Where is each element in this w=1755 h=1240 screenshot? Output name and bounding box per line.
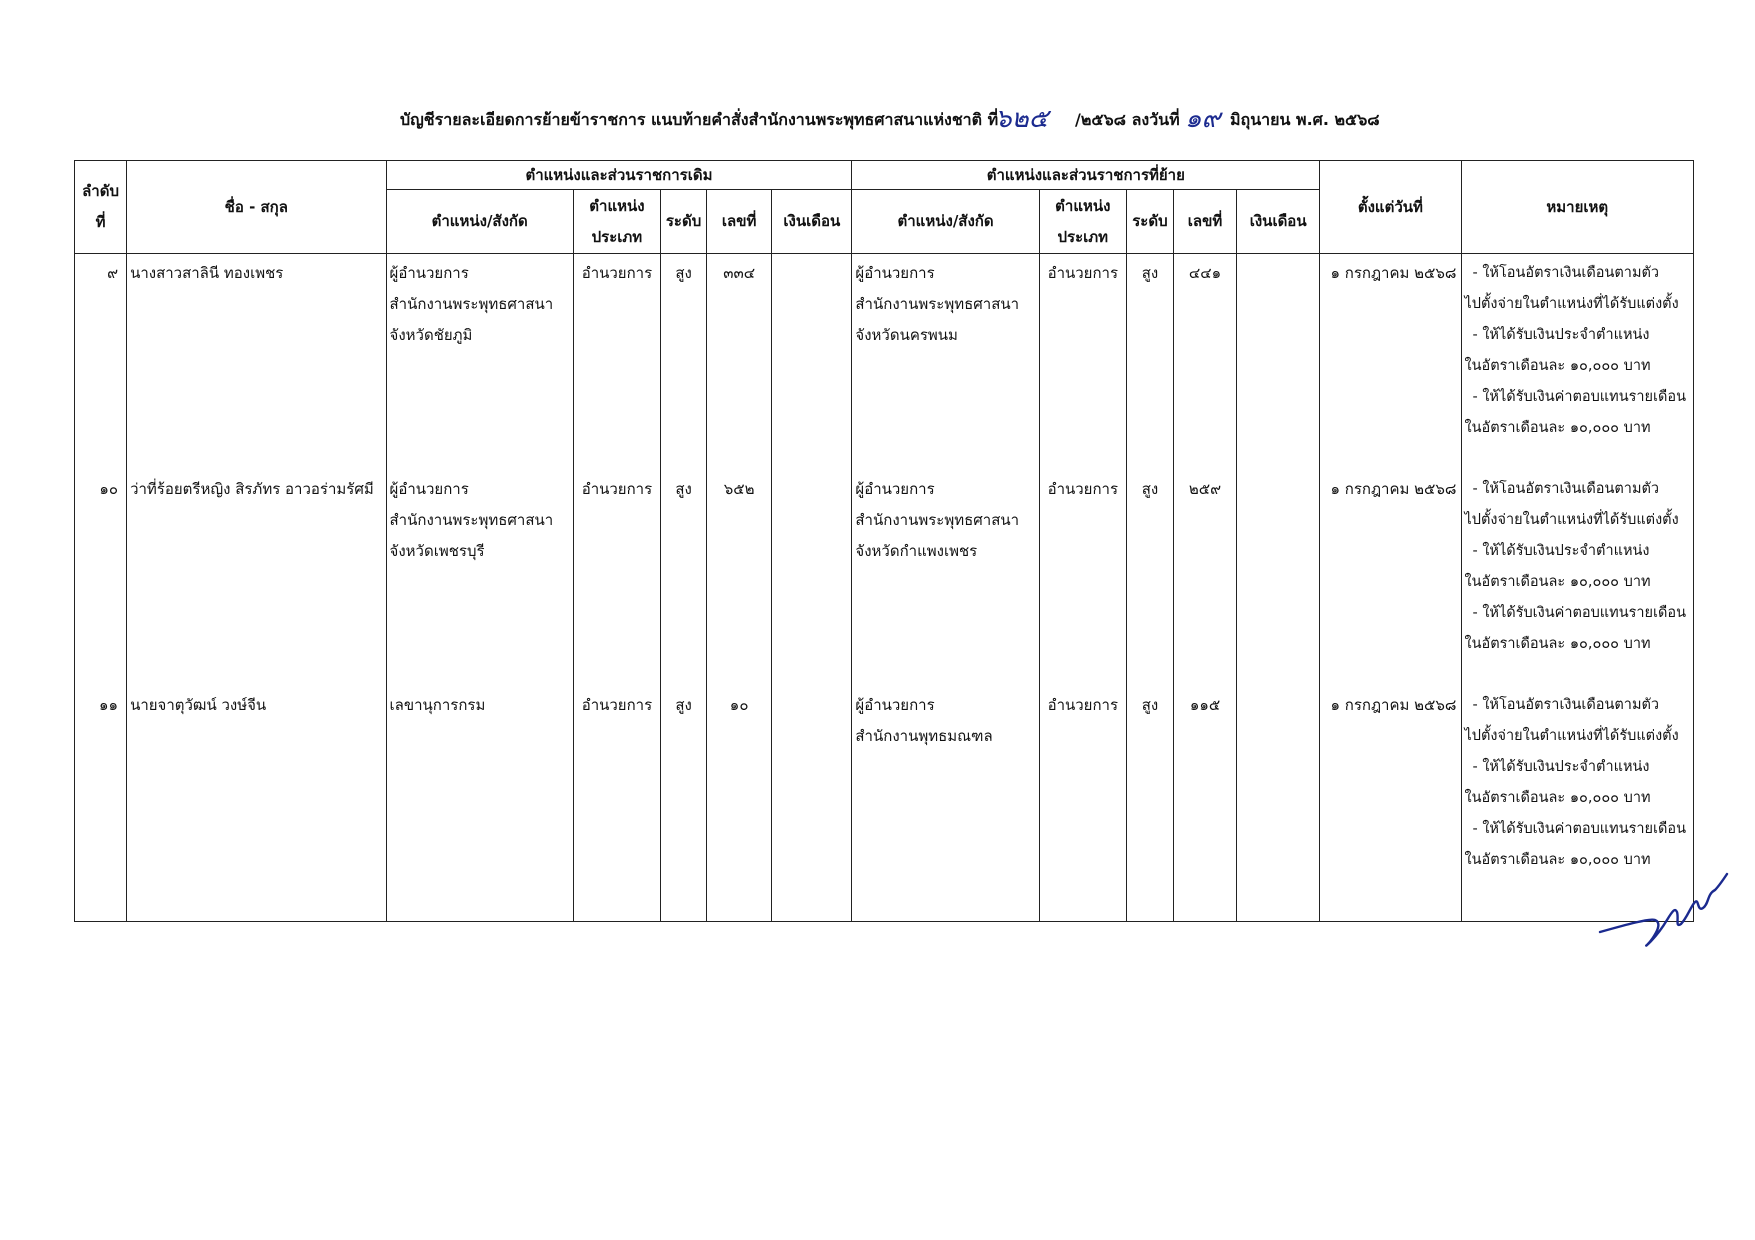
new-position-line: ผู้อำนวยการ [855,695,935,714]
header-no [75,161,127,254]
header-group-new: ตำแหน่งและส่วนราชการที่ย้าย [852,161,1320,190]
remark-line: ในอัตราเดือนละ ๑๐,๐๐๐ บาท [1464,358,1651,374]
transfer-table [74,160,1694,922]
row-name-cell [127,254,386,470]
old-type: อำนวยการ [581,479,653,498]
new-number: ๒๕๙ [1188,479,1222,498]
effective-date: ๑ กรกฎาคม ๒๕๖๘ [1330,695,1457,714]
old-salary [772,686,851,690]
row-remarks-cell [1461,254,1694,470]
header-new-type-line1: ตำแหน่ง [1055,196,1111,215]
row-remarks-cell [1461,470,1694,686]
order-number-handwritten: ๖๒๕ [995,104,1049,134]
row-no: ๑๐ [99,479,119,498]
row-new-salary-cell [1237,686,1320,922]
row-no-cell [75,254,127,470]
header-old-salary: เงินเดือน [772,190,852,254]
header-effective-date: ตั้งแต่วันที่ [1320,161,1461,254]
remark-line: - ให้ได้รับเงินประจำตำแหน่ง [1472,542,1650,559]
table-row [75,254,1694,470]
header-old-level: ระดับ [661,190,707,254]
row-old-level-cell [661,686,707,922]
row-new-number-cell [1173,470,1236,686]
new-level: สูง [1141,264,1159,282]
row-effective-cell [1320,686,1461,922]
row-name-cell [127,470,386,686]
old-position-line: จังหวัดเพชรบุรี [389,541,485,560]
old-position-line: สำนักงานพระพุทธศาสนา [389,295,554,313]
remark-line: - ให้ได้รับเงินประจำตำแหน่ง [1472,758,1650,775]
header-old-type-line2: ประเภท [591,227,643,246]
new-level: สูง [1141,479,1159,498]
header-new-type-line2: ประเภท [1057,227,1109,246]
row-new-type-cell [1039,254,1126,470]
remark-line: - ให้ได้รับเงินค่าตอบแทนรายเดือน [1472,820,1687,837]
row-old-type-cell [573,254,660,470]
signature-stroke [1600,874,1727,946]
old-position-line: สำนักงานพระพุทธศาสนา [389,510,554,529]
remark-line: ไปตั้งจ่ายในตำแหน่งที่ได้รับแต่งตั้ง [1464,511,1679,528]
old-level: สูง [675,264,692,282]
new-number: ๔๔๑ [1188,264,1222,282]
row-new-salary-cell [1237,470,1320,686]
effective-date: ๑ กรกฎาคม ๒๕๖๘ [1330,479,1457,498]
remark-line: - ให้โอนอัตราเงินเดือนตามตัว [1472,265,1660,281]
new-position-line: ผู้อำนวยการ [855,264,935,282]
remark-line: ไปตั้งจ่ายในตำแหน่งที่ได้รับแต่งตั้ง [1464,727,1679,744]
document-title [0,98,1755,138]
row-name: ว่าที่ร้อยตรีหญิง สิรภัทร อาวอร่ามรัศมี [130,479,374,498]
remark-line: ในอัตราเดือนละ ๑๐,๐๐๐ บาท [1464,635,1651,652]
new-position-line: สำนักงานพระพุทธศาสนา [855,510,1020,529]
new-level: สูง [1141,695,1159,714]
row-new-position-cell [852,254,1039,470]
row-new-level-cell [1126,254,1173,470]
row-new-position-cell [852,686,1039,922]
old-position-line: เลขานุการกรม [389,695,486,714]
row-old-number-cell [707,470,772,686]
new-position-line: จังหวัดกำแพงเพชร [855,541,978,560]
new-position-line: สำนักงานพระพุทธศาสนา [855,295,1020,313]
row-no-cell [75,470,127,686]
new-type: อำนวยการ [1047,479,1119,498]
row-old-type-cell [573,470,660,686]
old-position-line: ผู้อำนวยการ [389,479,469,498]
new-number: ๑๑๕ [1189,695,1221,714]
row-old-type-cell [573,686,660,922]
header-new-level: ระดับ [1126,190,1173,254]
remark-line: ไปตั้งจ่ายในตำแหน่งที่ได้รับแต่งตั้ง [1464,296,1679,312]
row-old-level-cell [661,470,707,686]
remark-line: - ให้ได้รับเงินค่าตอบแทนรายเดือน [1472,389,1687,405]
old-level: สูง [675,695,692,714]
new-type: อำนวยการ [1047,264,1119,282]
old-level: สูง [675,479,692,498]
row-no: ๑๑ [99,695,119,714]
header-old-position: ตำแหน่ง/สังกัด [386,190,573,254]
new-position-line: ผู้อำนวยการ [855,479,935,498]
row-new-number-cell [1173,254,1236,470]
new-position-line: สำนักงานพุทธมณฑล [855,726,993,745]
header-new-type [1039,190,1126,254]
row-new-position-cell [852,470,1039,686]
old-salary [772,470,851,474]
row-old-number-cell [707,254,772,470]
old-number: ๑๐ [729,695,749,714]
row-effective-cell [1320,470,1461,686]
header-new-number: เลขที่ [1173,190,1236,254]
title-prefix: บัญชีรายละเอียดการย้ายข้าราชการ แนบท้ายคำสั่งสำนักงานพระพุทธศาสนาแห่งชาติ ที่ [400,110,999,129]
row-old-salary-cell [772,470,852,686]
header-new-salary: เงินเดือน [1237,190,1320,254]
old-position-line: ผู้อำนวยการ [389,264,469,282]
old-type: อำนวยการ [581,264,653,282]
row-new-salary-cell [1237,254,1320,470]
new-salary [1237,254,1319,258]
row-name: นายจาตุวัฒน์ วงษ์จีน [130,695,267,714]
table-row [75,470,1694,686]
title-suffix: มิถุนายน พ.ศ. ๒๕๖๘ [1230,110,1380,129]
header-remarks: หมายเหตุ [1461,161,1694,254]
new-salary [1237,470,1319,474]
day-handwritten: ๑๙ [1185,104,1221,134]
effective-date: ๑ กรกฎาคม ๒๕๖๘ [1330,264,1457,282]
old-number: ๖๕๒ [723,479,755,498]
row-old-number-cell [707,686,772,922]
row-old-salary-cell [772,254,852,470]
header-new-position: ตำแหน่ง/สังกัด [852,190,1039,254]
remark-line: ในอัตราเดือนละ ๑๐,๐๐๐ บาท [1464,573,1651,590]
header-no-line1: ลำดับ [82,182,119,200]
row-new-number-cell [1173,686,1236,922]
header-old-number: เลขที่ [707,190,772,254]
new-position-line: จังหวัดนครพนม [855,326,958,344]
old-salary [772,254,851,258]
remark-line: ในอัตราเดือนละ ๑๐,๐๐๐ บาท [1464,420,1651,436]
row-new-level-cell [1126,686,1173,922]
old-number: ๓๓๔ [723,264,756,282]
row-name: นางสาวสาลินี ทองเพชร [130,264,284,282]
table-row [75,686,1694,922]
row-name-cell [127,686,386,922]
row-no-cell [75,686,127,922]
remark-line: ในอัตราเดือนละ ๑๐,๐๐๐ บาท [1464,789,1651,806]
row-old-position-cell [386,254,573,470]
row-old-position-cell [386,686,573,922]
new-salary [1237,686,1319,690]
remark-line: - ให้โอนอัตราเงินเดือนตามตัว [1472,696,1660,713]
remark-line: - ให้โอนอัตราเงินเดือนตามตัว [1472,480,1660,497]
row-no: ๙ [107,264,119,282]
old-type: อำนวยการ [581,695,653,714]
signature [1595,850,1730,950]
header-group-old: ตำแหน่งและส่วนราชการเดิม [386,161,852,190]
row-new-type-cell [1039,686,1126,922]
row-old-level-cell [661,254,707,470]
remark-line: - ให้ได้รับเงินค่าตอบแทนรายเดือน [1472,604,1687,621]
title-middle: /๒๕๖๘ ลงวันที่ [1075,110,1180,129]
header-old-type-line1: ตำแหน่ง [589,196,645,215]
row-new-level-cell [1126,470,1173,686]
header-name: ชื่อ - สกุล [127,161,386,254]
header-no-line2: ที่ [95,213,106,231]
row-new-type-cell [1039,470,1126,686]
remark-line: ในอัตราเดือนละ ๑๐,๐๐๐ บาท [1464,851,1651,868]
remark-line: - ให้ได้รับเงินประจำตำแหน่ง [1472,327,1650,343]
row-old-position-cell [386,470,573,686]
header-old-type [573,190,660,254]
new-type: อำนวยการ [1047,695,1119,714]
old-position-line: จังหวัดชัยภูมิ [389,326,473,344]
row-old-salary-cell [772,686,852,922]
row-effective-cell [1320,254,1461,470]
